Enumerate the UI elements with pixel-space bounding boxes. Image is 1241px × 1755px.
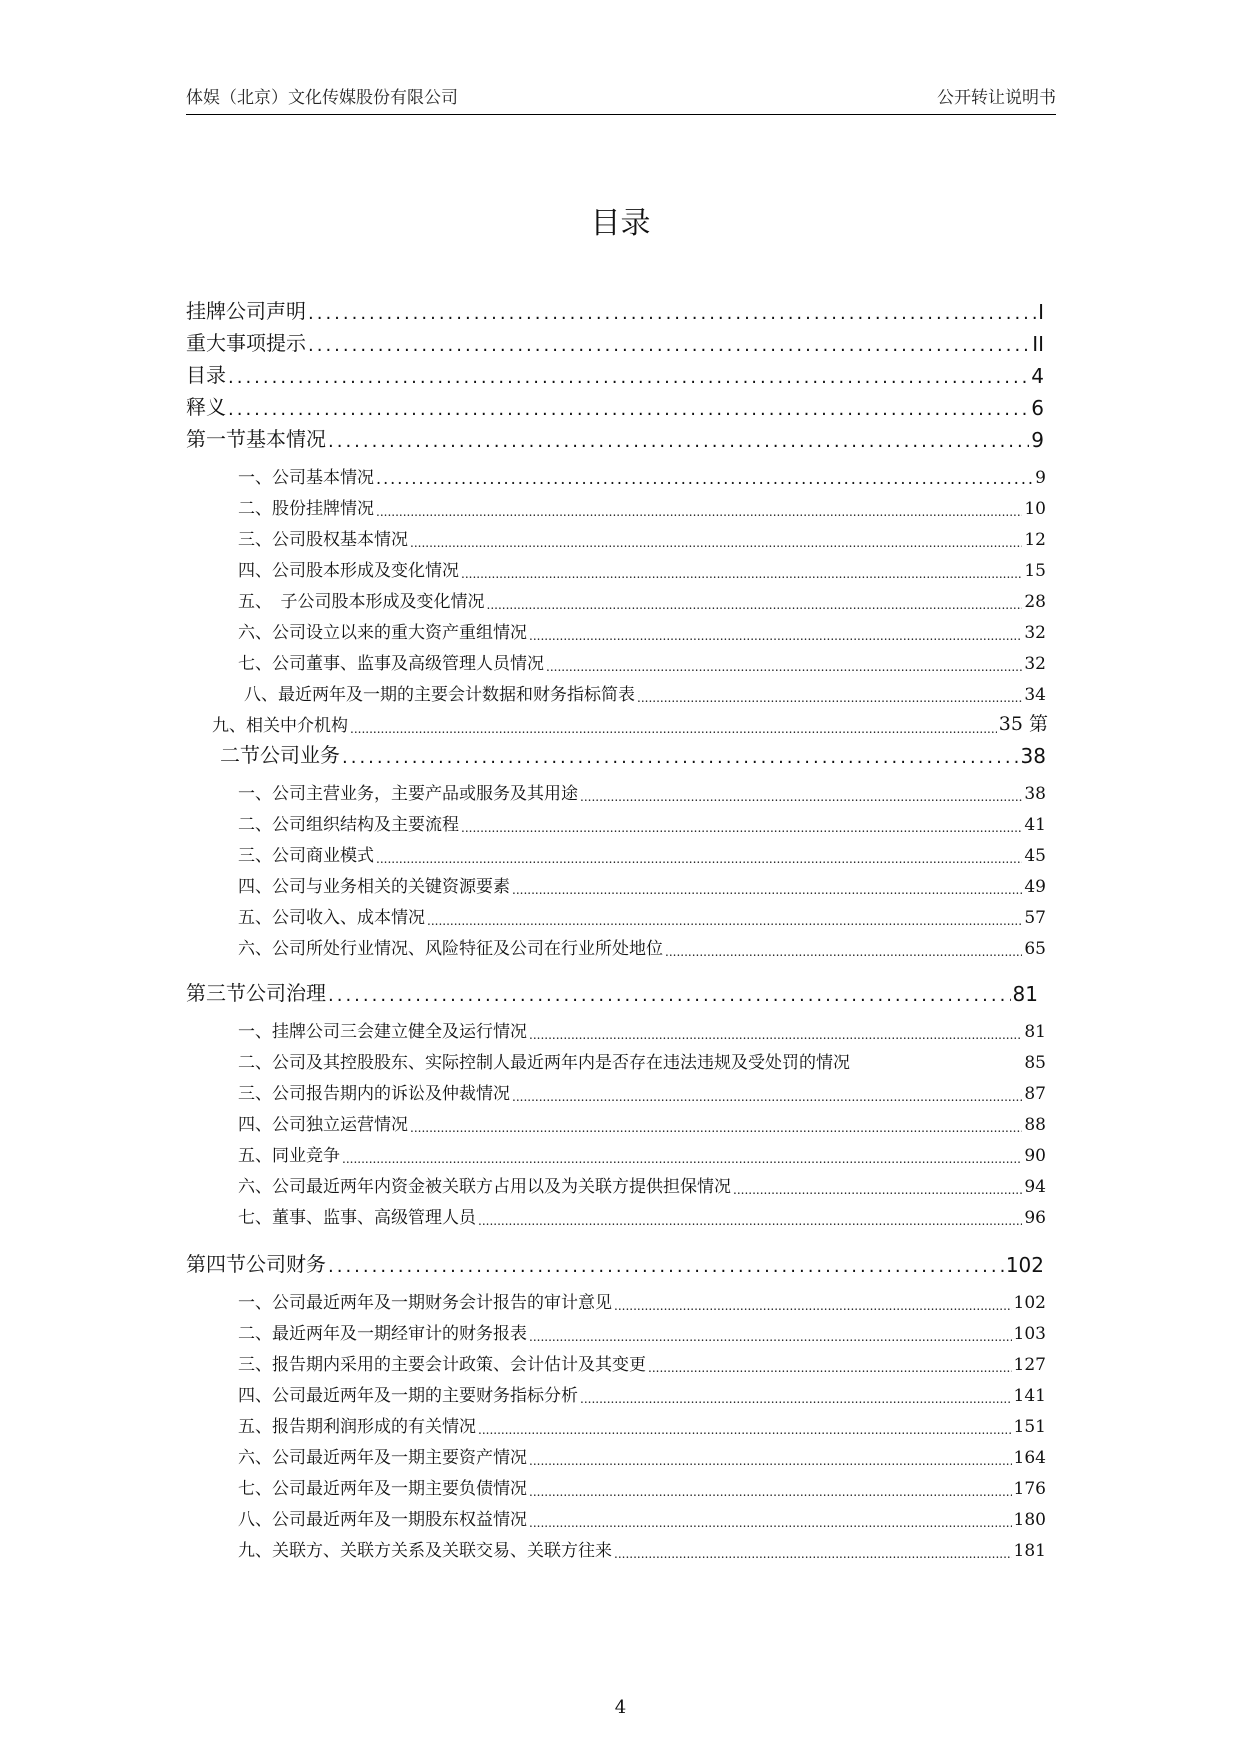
toc-leader — [350, 722, 997, 736]
toc-entry[interactable] — [238, 774, 1046, 804]
toc-entry-page: 38 — [1024, 784, 1046, 804]
page-number: 4 — [614, 1697, 627, 1718]
toc-entry[interactable] — [238, 929, 1046, 959]
toc-leader — [648, 1361, 1012, 1375]
toc-entry-page: 81 — [1024, 1022, 1046, 1042]
toc-entry-label: 目录 — [186, 363, 226, 387]
toc-leader — [308, 335, 1030, 356]
toc-entry[interactable] — [238, 1407, 1046, 1437]
toc-leader — [410, 536, 1022, 550]
toc-leader — [427, 914, 1022, 928]
toc-entry-page: 164 — [1013, 1448, 1046, 1468]
toc-leader — [342, 1152, 1022, 1166]
toc-entry-label: 三、公司股权基本情况 — [238, 530, 408, 550]
toc-entry[interactable] — [186, 976, 1038, 1006]
toc-leader — [478, 1214, 1022, 1228]
toc-entry-page: 180 — [1013, 1510, 1046, 1530]
toc-entry-label: 五、公司收入、成本情况 — [238, 908, 425, 928]
toc-entry-page: 85 — [1024, 1053, 1046, 1073]
toc-entry-page: 151 — [1013, 1417, 1046, 1437]
toc-leader — [328, 431, 1029, 452]
toc-leader — [461, 821, 1022, 835]
toc-leader — [637, 691, 1022, 705]
toc-entry[interactable] — [238, 489, 1046, 519]
toc-leader — [228, 399, 1029, 420]
toc-entry-page: 176 — [1013, 1479, 1046, 1499]
toc-entry-page: 88 — [1024, 1115, 1046, 1135]
toc-entry[interactable] — [238, 1438, 1046, 1468]
toc-leader — [376, 852, 1022, 866]
toc-entry[interactable] — [238, 1198, 1046, 1228]
toc-entry[interactable] — [238, 1043, 1046, 1073]
toc-leader — [487, 598, 1023, 612]
toc-leader — [665, 945, 1022, 959]
toc-entry-page: 49 — [1024, 877, 1046, 897]
toc-entry-label: 重大事项提示 — [186, 331, 306, 355]
toc-entry-page: 45 — [1024, 846, 1046, 866]
toc-entry-label: 六、公司最近两年及一期主要资产情况 — [238, 1448, 527, 1468]
toc-entry[interactable] — [238, 582, 1046, 612]
toc-entry-page: 10 — [1024, 499, 1046, 519]
toc-entry-page: 57 — [1024, 908, 1046, 928]
toc-entry-label: 五、报告期利润形成的有关情况 — [238, 1417, 476, 1437]
toc-leader — [529, 629, 1022, 643]
toc-entry-label: 三、公司报告期内的诉讼及仲裁情况 — [238, 1084, 510, 1104]
toc-entry-page: 35 第 — [998, 713, 1048, 735]
toc-entry-page: 65 — [1024, 939, 1046, 959]
toc-entry[interactable] — [238, 1314, 1046, 1344]
toc-entry-page: II — [1032, 332, 1044, 356]
toc-entry[interactable] — [186, 390, 1044, 420]
toc-leader — [529, 1330, 1012, 1344]
toc-entry-label: 二、最近两年及一期经审计的财务报表 — [238, 1324, 527, 1344]
toc-entry-label: 九、相关中介机构 — [212, 716, 348, 736]
toc-entry[interactable] — [212, 706, 1048, 736]
toc-entry[interactable] — [238, 613, 1046, 643]
toc-entry-label: 九、关联方、关联方关系及关联交易、关联方往来 — [238, 1541, 612, 1561]
toc-entry-page: 28 — [1024, 592, 1046, 612]
toc-entry[interactable] — [238, 520, 1046, 550]
toc-entry-page: 94 — [1024, 1177, 1046, 1197]
toc-leader — [733, 1183, 1022, 1197]
toc-entry[interactable] — [238, 867, 1046, 897]
toc-entry-label: 第四节公司财务 — [186, 1252, 326, 1276]
toc-leader — [478, 1423, 1012, 1437]
toc-entry[interactable] — [238, 644, 1046, 674]
toc-leader — [228, 367, 1029, 388]
toc-entry-label: 六、公司最近两年内资金被关联方占用以及为关联方提供担保情况 — [238, 1177, 731, 1197]
toc-entry[interactable] — [186, 294, 1044, 324]
toc-entry-label: 释义 — [186, 395, 226, 419]
toc-leader — [614, 1547, 1012, 1561]
toc-entry-page: 141 — [1013, 1386, 1046, 1406]
toc-entry-label: 一、公司主营业务，主要产品或服务及其用途 — [238, 784, 578, 804]
toc-entry[interactable] — [238, 1012, 1046, 1042]
toc-entry-label: 五、同业竞争 — [238, 1146, 340, 1166]
toc-leader — [529, 1028, 1022, 1042]
toc-entry-page: 41 — [1024, 815, 1046, 835]
toc-entry[interactable] — [238, 1376, 1046, 1406]
toc-entry-page: 103 — [1013, 1324, 1046, 1344]
toc-leader — [546, 660, 1022, 674]
toc-entry-page: 81 — [1012, 982, 1038, 1006]
toc-entry[interactable] — [186, 422, 1044, 452]
toc-entry-label: 六、公司所处行业情况、风险特征及公司在行业所处地位 — [238, 939, 663, 959]
toc-entry-label: 第一节基本情况 — [186, 427, 326, 451]
toc-leader — [376, 505, 1022, 519]
toc-leader — [529, 1516, 1012, 1530]
toc-leader — [308, 303, 1036, 324]
toc-entry-label: 挂牌公司声明 — [186, 299, 306, 323]
toc-leader — [580, 790, 1022, 804]
toc-entry-label: 七、公司董事、监事及高级管理人员情况 — [238, 654, 544, 674]
toc-entry-label: 七、董事、监事、高级管理人员 — [238, 1208, 476, 1228]
toc-entry[interactable] — [244, 675, 1046, 705]
toc-entry-page: 38 — [1020, 744, 1046, 768]
toc-entry-page: 96 — [1024, 1208, 1046, 1228]
toc-entry-label: 第三节公司治理 — [186, 981, 326, 1005]
toc-entry-label: 八、公司最近两年及一期股东权益情况 — [238, 1510, 527, 1530]
toc-leader — [529, 1485, 1012, 1499]
toc-entry[interactable] — [238, 1105, 1046, 1135]
toc-entry-label: 二、公司组织结构及主要流程 — [238, 815, 459, 835]
toc-entry[interactable] — [238, 836, 1046, 866]
toc-entry[interactable] — [238, 805, 1046, 835]
toc-entry-page: 32 — [1024, 623, 1046, 643]
toc-entry-page: 9 — [1035, 468, 1046, 488]
toc-leader — [614, 1299, 1012, 1313]
toc-leader — [342, 747, 1019, 768]
toc-entry-label: 六、公司设立以来的重大资产重组情况 — [238, 623, 527, 643]
toc-entry-page: 34 — [1024, 685, 1046, 705]
toc-leader — [529, 1454, 1012, 1468]
toc-entry-page: 9 — [1031, 428, 1044, 452]
toc-entry[interactable] — [186, 358, 1044, 388]
toc-leader — [328, 985, 1011, 1006]
toc-entry-label: 二节公司业务 — [220, 743, 340, 767]
toc-entry-label: 一、公司最近两年及一期财务会计报告的审计意见 — [238, 1293, 612, 1313]
toc-entry-page: 102 — [1005, 1253, 1044, 1277]
toc-entry-label: 一、挂牌公司三会建立健全及运行情况 — [238, 1022, 527, 1042]
toc-leader — [461, 567, 1022, 581]
toc-entry-page: 12 — [1024, 530, 1046, 550]
toc-entry-label: 八、最近两年及一期的主要会计数据和财务指标简表 — [244, 685, 635, 705]
header-company: 体娱（北京）文化传媒股份有限公司 — [186, 88, 458, 108]
toc-entry-page: 102 — [1013, 1293, 1046, 1313]
toc-entry-label: 七、公司最近两年及一期主要负债情况 — [238, 1479, 527, 1499]
page-title: 目录 — [590, 206, 651, 241]
toc-entry-page: I — [1038, 300, 1044, 324]
toc-entry-label: 四、公司股本形成及变化情况 — [238, 561, 459, 581]
toc-entry[interactable] — [186, 326, 1044, 356]
toc-entry[interactable] — [238, 1500, 1046, 1530]
toc-leader — [580, 1392, 1012, 1406]
toc-entry-label: 四、公司与业务相关的关键资源要素 — [238, 877, 510, 897]
toc-leader — [512, 1090, 1022, 1104]
toc-entry[interactable] — [238, 1345, 1046, 1375]
toc-entry[interactable] — [238, 898, 1046, 928]
toc-entry[interactable] — [238, 1167, 1046, 1197]
toc-entry-page: 127 — [1013, 1355, 1046, 1375]
toc-entry-label: 二、公司及其控股股东、实际控制人最近两年内是否存在违法违规及受处罚的情况 — [238, 1053, 850, 1073]
toc-leader — [376, 469, 1033, 488]
toc-entry[interactable] — [238, 1074, 1046, 1104]
toc-entry-page: 15 — [1024, 561, 1046, 581]
toc-entry[interactable] — [220, 738, 1046, 768]
toc-entry-page: 32 — [1024, 654, 1046, 674]
toc-entry[interactable] — [238, 551, 1046, 581]
toc-leader — [328, 1256, 1004, 1277]
toc-entry[interactable] — [238, 1136, 1046, 1166]
toc-entry[interactable] — [238, 1531, 1046, 1561]
toc-entry-label: 一、公司基本情况 — [238, 468, 374, 488]
toc-entry-page: 90 — [1024, 1146, 1046, 1166]
toc-entry[interactable] — [238, 1283, 1046, 1313]
toc-entry-page: 4 — [1031, 364, 1044, 388]
toc-entry-page: 6 — [1031, 396, 1044, 420]
toc-entry[interactable] — [186, 1247, 1044, 1277]
toc-entry-label: 三、报告期内采用的主要会计政策、会计估计及其变更 — [238, 1355, 646, 1375]
toc-entry-label: 五、 子公司股本形成及变化情况 — [238, 592, 485, 612]
toc-leader — [410, 1121, 1022, 1135]
toc-entry-label: 二、股份挂牌情况 — [238, 499, 374, 519]
header-doc-type: 公开转让说明书 — [937, 88, 1056, 108]
toc-entry-label: 四、公司独立运营情况 — [238, 1115, 408, 1135]
toc-leader — [512, 883, 1022, 897]
toc-entry[interactable] — [238, 458, 1046, 488]
toc-entry-label: 四、公司最近两年及一期的主要财务指标分析 — [238, 1386, 578, 1406]
toc-entry-page: 87 — [1024, 1084, 1046, 1104]
toc-entry[interactable] — [238, 1469, 1046, 1499]
toc-entry-label: 三、公司商业模式 — [238, 846, 374, 866]
toc-entry-page: 181 — [1013, 1541, 1046, 1561]
